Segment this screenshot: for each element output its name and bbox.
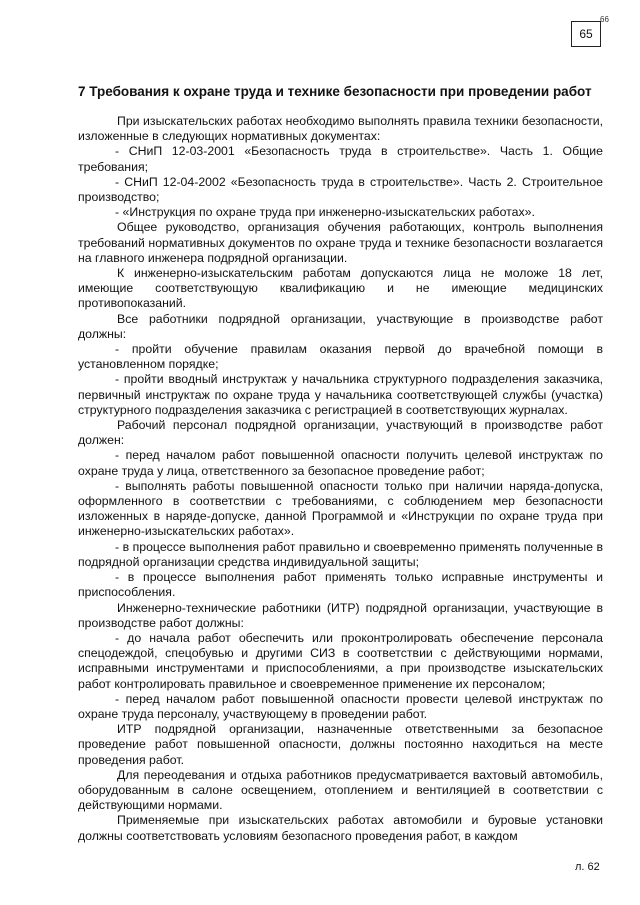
paragraph: Инженерно-технические работники (ИТР) подрядной организации, участвующие в производстве работ должны: <box>78 600 603 630</box>
page-number-small: 66 <box>600 15 609 24</box>
list-item: - СНиП 12-03-2001 «Безопасность труда в строительстве». Часть 1. Общие требования; <box>78 144 603 174</box>
list-item: - СНиП 12-04-2002 «Безопасность труда в строительстве». Часть 2. Строительное производство; <box>78 174 603 205</box>
footer-page-label: л. 62 <box>575 861 600 873</box>
section-heading: 7 Требования к охране труда и технике безопасности при проведении работ <box>78 84 592 99</box>
list-item: - до начала работ обеспечить или проконтролировать обеспечение персонала спецодеждой, спецобувью и другими СИЗ в соответствии с действующими нормами, исправными инструментами и приспособлениями, а при производстве изыскательских работ контролировать правильное и своевременное применение их персоналом; <box>78 630 603 691</box>
page-number-box: 65 <box>571 21 601 47</box>
paragraph: ИТР подрядной организации, назначенные ответственными за безопасное проведение работ повышенной опасности, должны постоянно находиться на месте проведения работ. <box>78 722 603 767</box>
body-text <box>78 114 603 844</box>
list-item: - перед началом работ повышенной опасности получить целевой инструктаж по охране труда у лица, ответственного за безопасное проведение работ; <box>78 448 603 478</box>
list-item: - выполнять работы повышенной опасности только при наличии наряда-допуска, оформленного в соответствии с требованиями, с соблюдением мер безопасности изложенных в наряде-допуске, данной Программой и «Инструкции по охране труда при инженерно-изыскательских работах». <box>78 478 603 539</box>
paragraph: Все работники подрядной организации, участвующие в производстве работ должны: <box>78 311 603 341</box>
list-item: - пройти обучение правилам оказания первой до врачебной помощи в установленном порядке; <box>78 342 603 372</box>
list-item: - перед началом работ повышенной опасности провести целевой инструктаж по охране труда персоналу, участвующему в проведении работ. <box>78 691 603 721</box>
paragraph: Общее руководство, организация обучения работающих, контроль выполнения требований нормативных документов по охране труда и технике безопасности возлагается на главного инженера подрядной организации. <box>78 220 603 265</box>
list-item: - в процессе выполнения работ применять только исправные инструменты и приспособления. <box>78 570 603 600</box>
paragraph: Рабочий персонал подрядной организации, участвующий в производстве работ должен: <box>78 418 603 448</box>
list-item: - «Инструкция по охране труда при инженерно-изыскательских работах». <box>115 205 535 220</box>
paragraph: К инженерно-изыскательским работам допускаются лица не моложе 18 лет, имеющие соответствующую квалификацию и не имеющие медицинских противопоказаний. <box>78 266 603 311</box>
paragraph: Применяемые при изыскательских работах автомобили и буровые установки должны соответствовать условиям безопасного проведения работ, в каждом <box>78 813 603 843</box>
paragraph: При изыскательских работах необходимо выполнять правила техники безопасности, изложенные в следующих нормативных документах: <box>78 114 603 144</box>
list-item: - в процессе выполнения работ правильно и своевременно применять полученные в подрядной организации средства индивидуальной защиты; <box>78 539 603 569</box>
paragraph: Для переодевания и отдыха работников предусматривается вахтовый автомобиль, оборудованным в салоне освещением, отоплением и вентиляцией в соответствии с действующими нормами. <box>78 767 603 813</box>
list-item: - пройти вводный инструктаж у начальника структурного подразделения заказчика, первичный инструктаж по охране труда у начальника соответствующей службы (участка) структурного подразделения заказчика с регистрацией в соответствующих журналах. <box>78 372 603 417</box>
